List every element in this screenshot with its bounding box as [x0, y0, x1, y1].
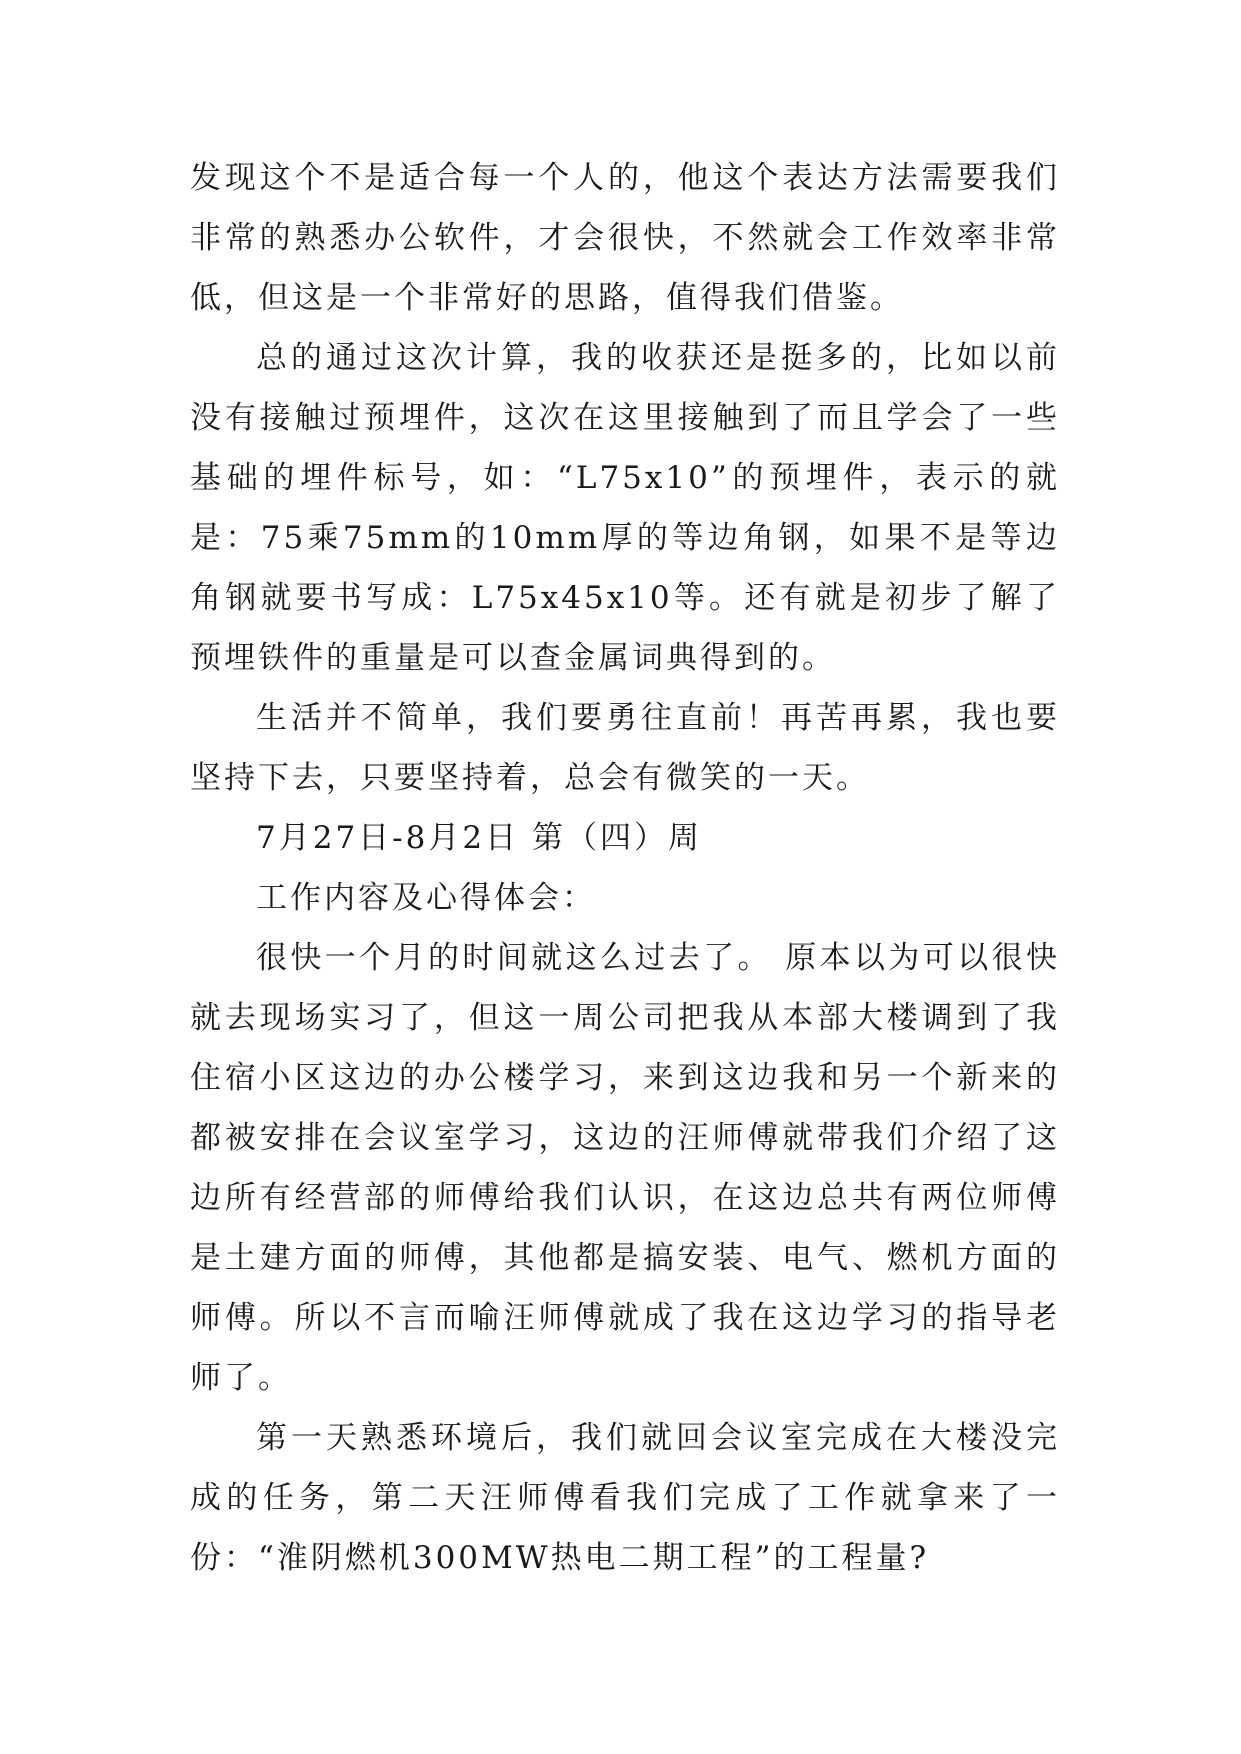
paragraph-5: 第一天熟悉环境后，我们就回会议室完成在大楼没完成的任务，第二天汪师傅看我们完成了工作就拿来了一份：“淮阴燃机300MW热电二期工程”的工程量?	[190, 1420, 1060, 1576]
week-heading: 7月27日-8月2日 第（四）周	[256, 820, 702, 856]
paragraph-3: 生活并不简单，我们要勇往直前！再苦再累，我也要坚持下去，只要坚持着，总会有微笑的一天。	[190, 700, 1060, 796]
paragraph-4: 很快一个月的时间就这么过去了。 原本以为可以很快就去现场实习了，但这一周公司把我从本部大楼调到了我住宿小区这边的办公楼学习，来到这边我和另一个新来的都被安排在会议室学习，这边的汪师傅就带我们介绍了这边所有经营部的师傅给我们认识，在这边总共有两位师傅是土建方面的师傅，其他都是搞安装、电气、燃机方面的师傅。所以不言而喻汪师傅就成了我在这边学习的指导老师了。	[190, 940, 1060, 1396]
document-body	[190, 148, 1060, 1588]
paragraph-1: 发现这个不是适合每一个人的，他这个表达方法需要我们非常的熟悉办公软件，才会很快，不然就会工作效率非常低，但这是一个非常好的思路，值得我们借鉴。	[190, 160, 1060, 316]
paragraph-2: 总的通过这次计算，我的收获还是挺多的，比如以前没有接触过预埋件，这次在这里接触到了而且学会了一些基础的埋件标号，如：“L75x10”的预埋件，表示的就是：75乘75mm的10mm厚的等边角钢，如果不是等边角钢就要书写成：L75x45x10等。还有就是初步了解了预埋铁件的重量是可以查金属词典得到的。	[190, 340, 1060, 676]
section-label: 工作内容及心得体会：	[256, 880, 596, 916]
